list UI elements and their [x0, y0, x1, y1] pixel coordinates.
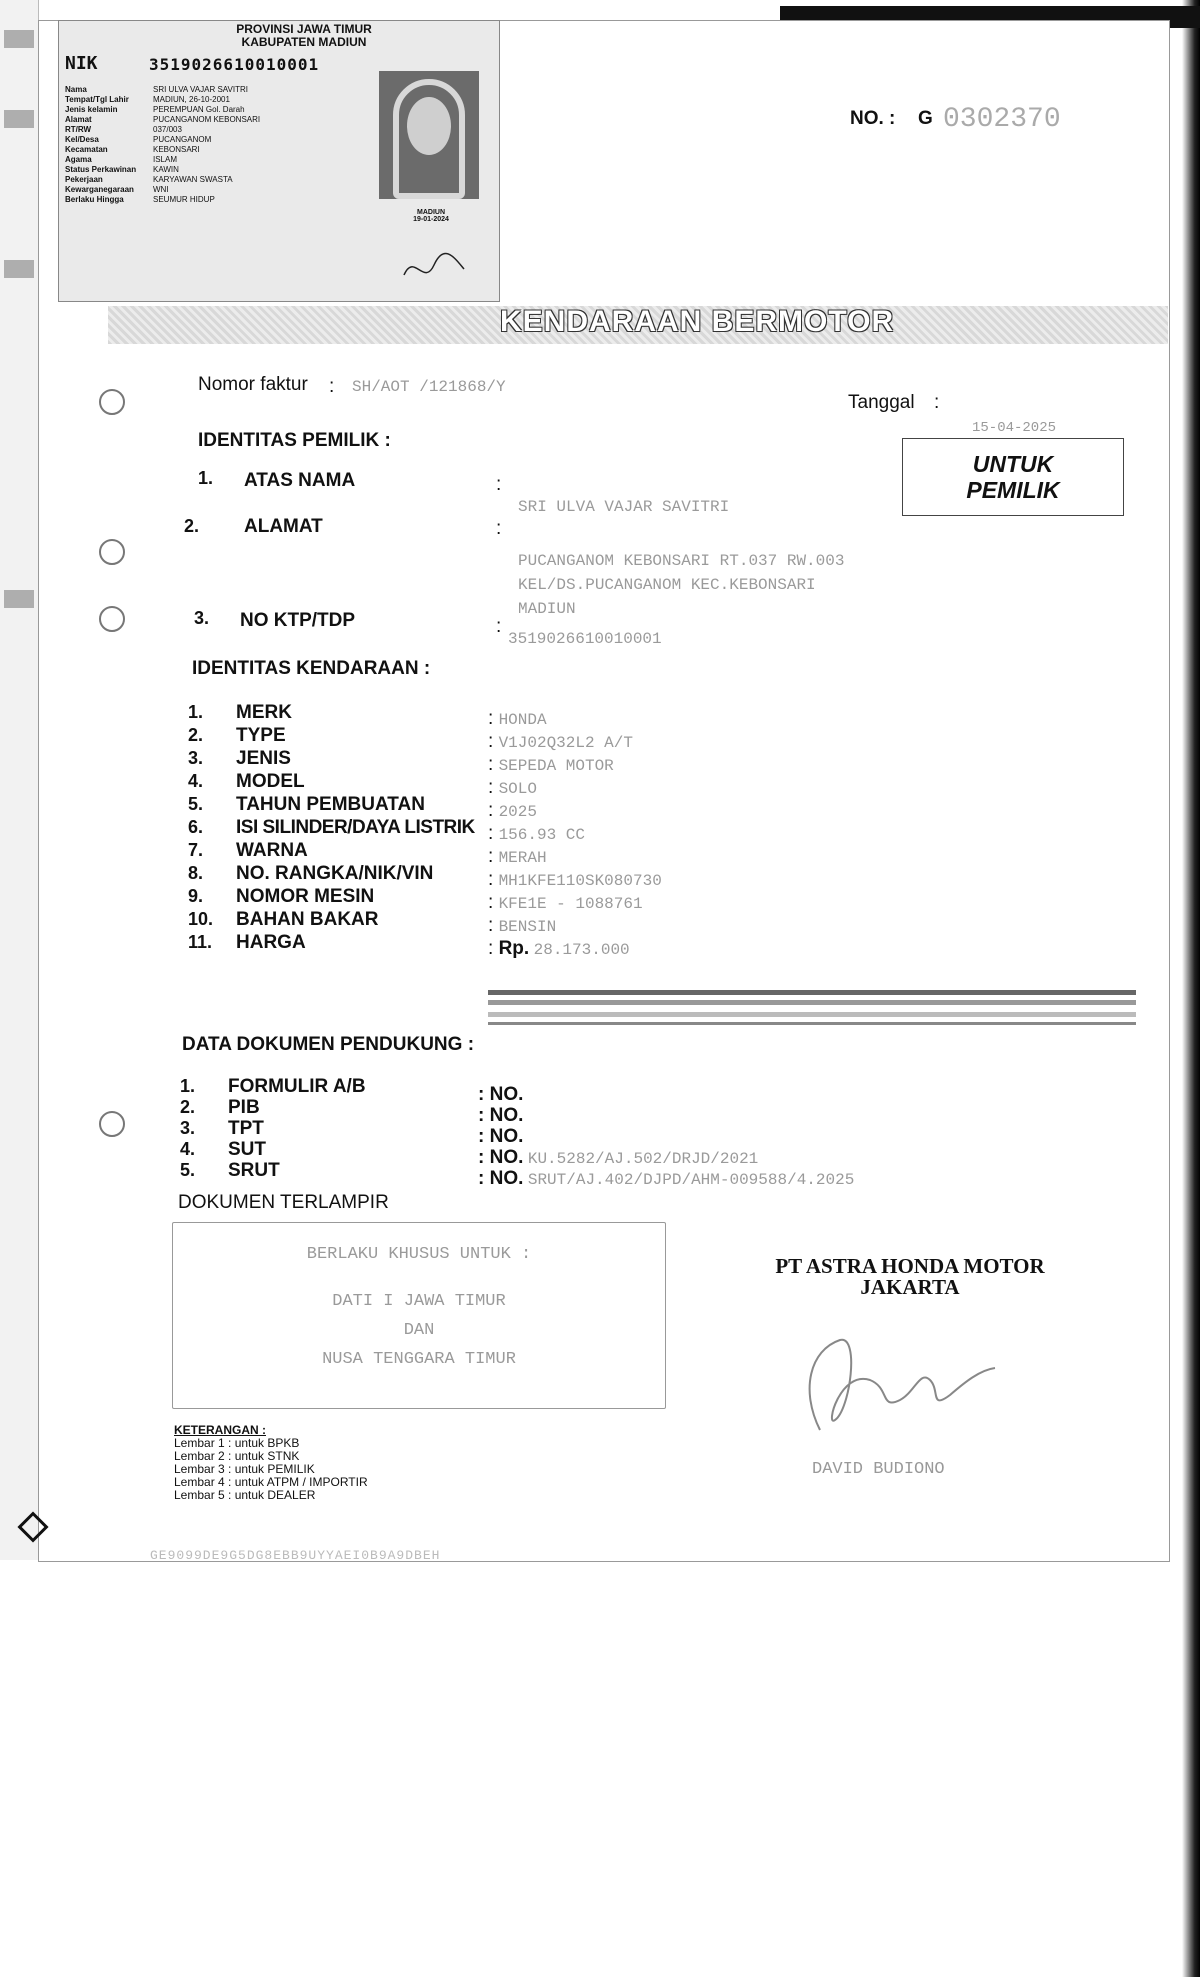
ktp-header: [209, 23, 399, 49]
tanggal-value: 15-04-2025: [972, 420, 1057, 436]
scan-line: [488, 990, 1136, 995]
row-number: 6.: [188, 817, 204, 837]
keterangan-item: Lembar 5 : untuk DEALER: [174, 1488, 316, 1502]
kendaraan-row: [188, 748, 498, 770]
kendaraan-value-row: : BENSIN: [488, 915, 557, 936]
row-number: 7.: [188, 840, 204, 860]
ktp-field-value: PUCANGANOM KEBONSARI: [153, 115, 261, 124]
row-label: HARGA: [236, 932, 306, 953]
row-label: TPT: [228, 1118, 264, 1139]
kendaraan-row: [188, 886, 498, 908]
ktp-field-key: Kewarganegaraan: [65, 185, 134, 194]
row-number: 3.: [180, 1118, 196, 1138]
ktp-field: [65, 85, 355, 95]
row-label: WARNA: [236, 840, 308, 861]
ktp-field-key: Jenis kelamin: [65, 105, 118, 114]
scan-line: [488, 1022, 1136, 1025]
row-number: 11.: [188, 932, 213, 952]
row-number: 2.: [188, 725, 204, 745]
row-label: JENIS: [236, 748, 291, 769]
no-label: : NO.: [478, 1105, 524, 1126]
dokumen-value-row: [478, 1105, 1038, 1126]
ktp-issue-date: 19-01-2024: [413, 216, 449, 223]
stamp-line: DATI I JAWA TIMUR: [332, 1292, 506, 1311]
row-label: BAHAN BAKAR: [236, 909, 379, 930]
sut-value: KU.5282/AJ.502/DRJD/2021: [527, 1150, 759, 1168]
ktp-field: [65, 195, 355, 205]
row-label: NO KTP/TDP: [240, 610, 356, 631]
ktp-field: [65, 115, 355, 125]
row-label: ALAMAT: [244, 516, 323, 537]
dokumen-terlampir: DOKUMEN TERLAMPIR: [178, 1192, 389, 1213]
row-label: ISI SILINDER/DAYA LISTRIK: [236, 817, 475, 838]
kendaraan-value-row: : V1J02Q32L2 A/T: [488, 731, 633, 752]
scan-left-edge: [0, 0, 39, 1560]
scan-right-edge: [1182, 0, 1200, 1977]
ktp-field-key: RT/RW: [65, 125, 92, 134]
kendaraan-value-row: : MERAH: [488, 846, 547, 867]
kendaraan-value-row: : KFE1E - 1088761: [488, 892, 643, 913]
row-number: 1.: [180, 1076, 196, 1096]
ktp-field-key: Berlaku Hingga: [65, 195, 124, 204]
row-label: ATAS NAMA: [244, 470, 356, 491]
stamp-line: NUSA TENGGARA TIMUR: [322, 1350, 516, 1369]
edge-mark: [4, 110, 34, 128]
row-label: NO. RANGKA/NIK/VIN: [236, 863, 434, 884]
dokumen-row: [180, 1097, 490, 1118]
ktp-field: [65, 95, 355, 105]
kendaraan-row: [188, 702, 498, 724]
kendaraan-row: [188, 817, 498, 839]
scan-line: [488, 1012, 1136, 1017]
row-number: 9.: [188, 886, 204, 906]
faktur-label: Nomor faktur: [198, 374, 308, 395]
ktp-field: [65, 125, 355, 135]
ktp-field-key: Tempat/Tgl Lahir: [65, 95, 129, 104]
berlaku-stamp: [172, 1222, 666, 1409]
ktp-field: [65, 105, 355, 115]
dokumen-heading: DATA DOKUMEN PENDUKUNG :: [182, 1034, 475, 1055]
mesin-value: KFE1E - 1088761: [498, 895, 643, 913]
kendaraan-value-row: : 156.93 CC: [488, 823, 585, 844]
ktp-field: [65, 175, 355, 185]
keterangan-item: Lembar 4 : untuk ATPM / IMPORTIR: [174, 1475, 368, 1489]
rangka-value: MH1KFE110SK080730: [498, 872, 662, 890]
ktp-issue: [391, 209, 471, 223]
keterangan-title: KETERANGAN :: [174, 1423, 266, 1437]
keterangan-item: Lembar 1 : untuk BPKB: [174, 1436, 300, 1450]
row-number: 4.: [188, 771, 204, 791]
row-label: PIB: [228, 1097, 260, 1118]
kendaraan-value-row: : MH1KFE110SK080730: [488, 869, 662, 890]
ktp-field-value: PEREMPUAN Gol. Darah: [153, 105, 245, 114]
keterangan-block: [174, 1424, 368, 1502]
alamat-line: KEL/DS.PUCANGANOM KEC.KEBONSARI: [518, 576, 816, 594]
bahan-bakar-value: BENSIN: [498, 918, 557, 936]
ktp-number-value: 3519026610010001: [508, 630, 662, 648]
kendaraan-row: [188, 909, 498, 931]
row-label: MERK: [236, 702, 292, 723]
no-label: : NO.: [478, 1126, 524, 1147]
dokumen-row: [180, 1139, 490, 1160]
row-colon: :: [496, 474, 502, 495]
ktp-field-value: WNI: [153, 185, 169, 194]
kendaraan-row: [188, 725, 498, 747]
ktp-field: [65, 155, 355, 165]
ktp-field-key: Kecamatan: [65, 145, 108, 154]
row-label: FORMULIR A/B: [228, 1076, 366, 1097]
ktp-field: [65, 185, 355, 195]
row-label: NOMOR MESIN: [236, 886, 375, 907]
kendaraan-heading: IDENTITAS KENDARAAN :: [192, 658, 431, 679]
dokumen-value-row: [478, 1168, 1038, 1189]
signer-name: DAVID BUDIONO: [812, 1460, 945, 1479]
ktp-field-value: KEBONSARI: [153, 145, 200, 154]
ktp-nik-label: NIK: [65, 53, 98, 74]
ktp-field-value: ISLAM: [153, 155, 178, 164]
untuk-line: UNTUK: [972, 451, 1054, 477]
ktp-field-value: 037/003: [153, 125, 182, 134]
kendaraan-value-row: : 2025: [488, 800, 537, 821]
row-colon: :: [496, 518, 502, 539]
kendaraan-row: [188, 840, 498, 862]
harga-value: 28.173.000: [533, 941, 630, 959]
currency-label: Rp.: [498, 938, 530, 959]
dokumen-row: [180, 1160, 490, 1181]
row-number: 4.: [180, 1139, 196, 1159]
stamp-line: DAN: [403, 1321, 435, 1340]
ktp-province: PROVINSI JAWA TIMUR: [236, 22, 372, 36]
tanggal-label: Tanggal: [848, 392, 915, 413]
row-colon: :: [496, 616, 502, 637]
keterangan-item: Lembar 3 : untuk PEMILIK: [174, 1462, 315, 1476]
doc-number-prefix: G: [918, 108, 933, 129]
ktp-issue-city: MADIUN: [417, 209, 445, 216]
row-number: 10.: [188, 909, 214, 929]
keterangan-item: Lembar 2 : untuk STNK: [174, 1449, 300, 1463]
ktp-field: [65, 135, 355, 145]
ktp-regency: KABUPATEN MADIUN: [241, 35, 367, 49]
ktp-field-key: Pekerjaan: [65, 175, 103, 184]
ktp-field-key: Agama: [65, 155, 92, 164]
kendaraan-values: [488, 708, 1048, 961]
row-number: 8.: [188, 863, 204, 883]
ktp-field-value: KAWIN: [153, 165, 179, 174]
signature-icon: [780, 1310, 1010, 1460]
ktp-field-value: PUCANGANOM: [153, 135, 212, 144]
tanggal-colon: :: [934, 392, 940, 413]
dokumen-value-row: [478, 1147, 1038, 1168]
ktp-field-value: SRI ULVA VAJAR SAVITRI: [153, 85, 248, 94]
kendaraan-row: [188, 771, 498, 793]
ktp-field-key: Kel/Desa: [65, 135, 99, 144]
model-value: SOLO: [498, 780, 537, 798]
kendaraan-value-row: : Rp. 28.173.000: [488, 938, 630, 959]
kendaraan-row: [188, 863, 498, 885]
jenis-value: SEPEDA MOTOR: [498, 757, 614, 775]
scan-line: [488, 1000, 1136, 1005]
warna-value: MERAH: [498, 849, 547, 867]
row-label: TAHUN PEMBUATAN: [236, 794, 425, 815]
silinder-value: 156.93 CC: [498, 826, 585, 844]
dokumen-labels: [180, 1076, 490, 1181]
dokumen-value-row: [478, 1126, 1038, 1147]
alamat-line: MADIUN: [518, 600, 576, 618]
ktp-field-key: Alamat: [65, 115, 92, 124]
ktp-photo: [379, 71, 479, 199]
title-banner: KENDARAAN BERMOTOR: [500, 305, 895, 338]
stamp-line: BERLAKU KHUSUS UNTUK :: [306, 1245, 532, 1264]
kendaraan-value-row: : SOLO: [488, 777, 537, 798]
row-number: 3.: [188, 748, 204, 768]
company-block: [720, 1256, 1100, 1298]
srut-value: SRUT/AJ.402/DJPD/AHM-009588/4.2025: [527, 1171, 855, 1189]
faktur-value: SH/AOT /121868/Y: [352, 378, 506, 396]
ktp-card: [58, 20, 500, 302]
kendaraan-value-row: : SEPEDA MOTOR: [488, 754, 614, 775]
footer-code: GE9099DE9G5DG8EBB9UYYAEI0B9A9DBEH: [150, 1548, 441, 1563]
ktp-signature-icon: [399, 247, 469, 287]
doc-number-label: NO. :: [850, 108, 896, 129]
ktp-field-value: MADIUN, 26-10-2001: [153, 95, 230, 104]
ktp-field: [65, 165, 355, 175]
ktp-field-value: SEUMUR HIDUP: [153, 195, 215, 204]
untuk-pemilik-box: [902, 438, 1124, 516]
dokumen-values: [478, 1084, 1038, 1189]
tahun-value: 2025: [498, 803, 537, 821]
punch-hole: [99, 606, 125, 632]
kendaraan-labels: [188, 702, 498, 955]
punch-hole: [99, 389, 125, 415]
row-number: 2.: [184, 516, 200, 536]
row-number: 5.: [180, 1160, 196, 1180]
row-number: 3.: [194, 608, 210, 628]
row-label: MODEL: [236, 771, 305, 792]
kendaraan-row: [188, 932, 498, 954]
dokumen-row: [180, 1118, 490, 1139]
dokumen-row: [180, 1076, 490, 1097]
row-number: 5.: [188, 794, 204, 814]
ktp-field-key: Nama: [65, 85, 87, 94]
pemilik-heading: IDENTITAS PEMILIK :: [198, 430, 391, 451]
row-number: 1.: [188, 702, 204, 722]
ktp-nik: 3519026610010001: [149, 55, 320, 74]
edge-mark: [4, 590, 34, 608]
ktp-field-key: Status Perkawinan: [65, 165, 137, 174]
faktur-colon: :: [329, 376, 335, 397]
merk-value: HONDA: [498, 711, 547, 729]
alamat-line: PUCANGANOM KEBONSARI RT.037 RW.003: [518, 552, 845, 570]
no-label: : NO.: [478, 1168, 524, 1189]
company-city: JAKARTA: [860, 1275, 960, 1299]
dokumen-value-row: [478, 1084, 1038, 1105]
company-name: PT ASTRA HONDA MOTOR: [775, 1254, 1045, 1278]
punch-hole: [99, 539, 125, 565]
ktp-field-value: KARYAWAN SWASTA: [153, 175, 233, 184]
kendaraan-row: [188, 794, 498, 816]
kendaraan-value-row: : HONDA: [488, 708, 547, 729]
row-label: SUT: [228, 1139, 266, 1160]
row-label: SRUT: [228, 1160, 280, 1181]
doc-number: 0302370: [943, 104, 1061, 135]
row-label: TYPE: [236, 725, 286, 746]
atas-nama-value: SRI ULVA VAJAR SAVITRI: [518, 498, 730, 516]
untuk-line: PEMILIK: [966, 477, 1060, 503]
no-label: : NO.: [478, 1147, 524, 1168]
row-number: 2.: [180, 1097, 196, 1117]
edge-mark: [4, 260, 34, 278]
punch-hole: [99, 1111, 125, 1137]
face-shape: [407, 97, 451, 155]
no-label: : NO.: [478, 1084, 524, 1105]
row-number: 1.: [198, 468, 214, 488]
edge-mark: [4, 30, 34, 48]
ktp-fields: [65, 85, 355, 205]
type-value: V1J02Q32L2 A/T: [498, 734, 633, 752]
ktp-field: [65, 145, 355, 155]
